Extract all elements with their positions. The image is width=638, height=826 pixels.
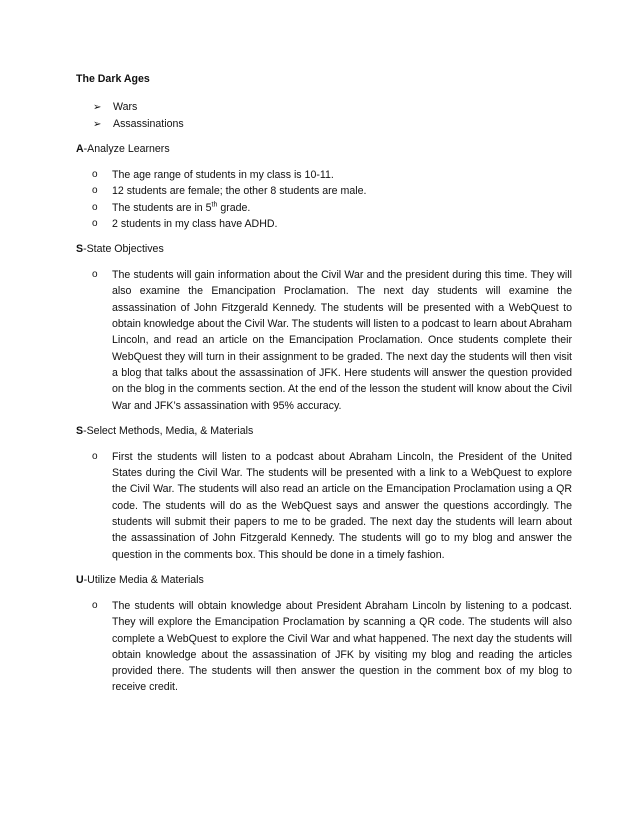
circle-bullet-icon: o: [92, 169, 98, 180]
circle-bullet-icon: o: [92, 201, 98, 213]
circle-bullet-icon: o: [92, 599, 98, 611]
arrow-bullet-icon: ➢: [93, 119, 102, 130]
circle-bullet-icon: o: [92, 450, 98, 462]
state-list: [76, 267, 572, 414]
section-heading-state: S-State Objectives: [76, 243, 164, 256]
list-item: [92, 267, 572, 414]
state-objectives-text: The students will gain information about the Civil War and the president during this time. They will also examine the Emancipation Proclamation. The next day students will examine the assassination of John Fitzgerald Kennedy. The students will be presented with a WebQuest to obtain knowledge about the Civil War. The students will listen to a podcast to learn about Abraham Lincoln, and read an article on the Emancipation Proclamation. Once students complete their WebQuest they will turn in their assignment to be graded. The next day the students will then visit a blog that talks about the assassination of JFK. Here students will answer the question provided on the blog in the comments section. At the end of the lesson the student will know about the Civil War and JFK’s assassination with 95% accuracy.: [112, 269, 572, 412]
section-heading-select: S-Select Methods, Media, & Materials: [76, 424, 254, 437]
list-item: o The age range of students in my class is 10-11.: [92, 167, 572, 183]
document-page: [76, 72, 572, 706]
arrow-bullet-icon: ➢: [93, 102, 102, 113]
list-item: ➢ Assassinations: [93, 116, 572, 133]
page-title: The Dark Ages: [76, 73, 150, 85]
select-methods-text: First the students will listen to a podcast about Abraham Lincoln, the President of the United States during the Civil War. The students will be presented with a link to a WebQuest to explore the Civil War. The students will also read an article on the Emancipation Proclamation using a QR code. The students will do as the WebQuest says and answer the questions accordingly. The students will submit their papers to me to be graded. The next day the students will learn about the assassination of John Fitzgerald Kennedy. The students will go to my blog and answer the question in the comments box. This should be done in a timely fashion.: [112, 450, 572, 561]
list-item: o The students are in 5th grade.: [92, 200, 572, 216]
list-item: [92, 598, 572, 696]
list-item: o 2 students in my class have ADHD.: [92, 216, 572, 232]
utilize-list: [76, 598, 572, 696]
circle-bullet-icon: o: [92, 217, 98, 229]
topic-list: [76, 99, 572, 133]
circle-bullet-icon: o: [92, 185, 98, 197]
list-item: o 12 students are female; the other 8 students are male.: [92, 183, 572, 199]
utilize-media-text: The students will obtain knowledge about President Abraham Lincoln by listening to a podcast. They will explore the Emancipation Proclamation by scanning a QR code. The students will also complete a WebQuest to explore the Civil War and what happened. The next day the students will obtain knowledge about the assassination of JFK by visiting my blog and reading the articles provided there. The students will then answer the question in the comment box of my blog to receive credit.: [112, 599, 572, 694]
list-item: [92, 449, 572, 563]
section-heading-analyze: A-Analyze Learners: [76, 143, 170, 155]
analyze-list: [76, 167, 572, 232]
select-list: [76, 449, 572, 563]
circle-bullet-icon: o: [92, 269, 98, 281]
section-heading-utilize: U-Utilize Media & Materials: [76, 573, 204, 586]
list-item: ➢ Wars: [93, 99, 572, 116]
